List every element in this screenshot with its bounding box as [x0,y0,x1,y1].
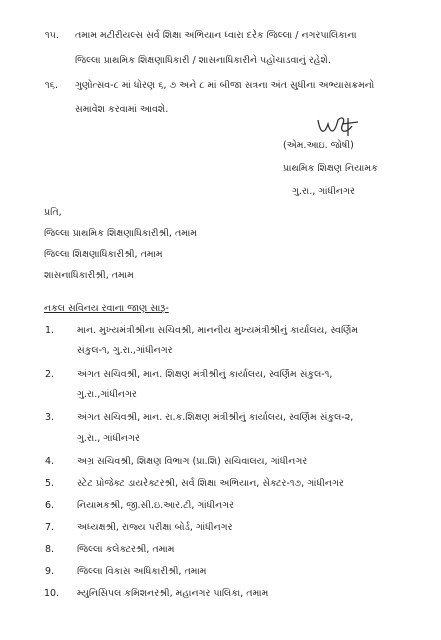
copy-item-number: 7. [45,522,55,533]
copy-item-line: અંગત સચિવશ્રી, માન. રા.ક.શિક્ષણ મંત્રીશ્રીનું કાર્યાલય, સ્વર્ણિમ સંકુલ-૨, [77,412,354,423]
copy-item-line: ગુ.રા.,ગાંધીનગર [77,389,137,400]
copy-item-number: 8. [45,544,55,555]
signatory-place: ગુ.રા., ગાંધીનગર [292,186,355,197]
copy-item-line: ગુ.રા., ગાંધીનગર [77,433,140,444]
signatory-designation: પ્રાથમિક શિક્ષણ નિયામક [283,163,378,174]
copy-item-number: 2. [45,369,55,380]
point-number: ૧૫. [45,30,59,41]
signatory-name: (એમ.આઇ. જોષી) [283,140,354,151]
copy-item-number: 5. [45,478,55,489]
recipients-heading: પ્રતિ, [44,207,62,218]
point-text-line: ગુણોત્સવ-૮ માં ધોરણ ૬, ૭ અને ૮ માં બીજા સત્રના અંત સુધીના અભ્યાસક્રમનો [75,80,375,91]
point-text-line: સમાવેશ કરવામાં આવશે. [75,104,169,115]
point-text-line: તમામ મટીરીયલ્સ સર્વ શિક્ષા અભિયાન ધ્વારા દરેક જિલ્લા / નગરપાલિકાના [75,30,357,41]
point-text-line: જિલ્લા પ્રાથમિક શિક્ષણાધિકારી / શાસનાધિકારીને પહોંચાડવાનું રહેશે. [75,55,331,66]
copy-heading: નકલ સવિનય રવાના જાણ સારૂ- [44,303,169,314]
copy-item-line: જિલ્લા વિકાસ અધિકારીશ્રી, તમામ [77,566,207,577]
copy-item-number: 4. [45,456,55,467]
copy-item-line: અંગત સચિવશ્રી, માન. શિક્ષણ મંત્રીશ્રીનું કાર્યાલય, સ્વર્ણિમ સંકુલ-૧, [77,369,333,380]
recipient-line: શાસનાધિકારીશ્રી, તમામ [44,270,134,281]
copy-item-line: મ્યુનિસિપલ કમિશનરશ્રી, મહાનગર પાલિકા, તમામ [77,588,269,599]
copy-item-line: સ્ટેટ પ્રોજેક્ટ ડાયરેક્ટરશ્રી, સર્વ શિક્ષા અભિયાન, સેક્ટર-૧૭, ગાંધીનગર [77,478,344,489]
copy-item-line: અધ્યક્ષશ્રી, રાજ્ય પરીક્ષા બોર્ડ, ગાંધીનગર [77,522,233,533]
copy-item-line: સંકુલ-૧, ગુ.રા.,ગાંધીનગર [77,345,173,356]
signature [312,112,364,142]
copy-item-number: 1. [45,325,55,336]
copy-item-line: નિયામકશ્રી, જી.સી.ઇ.આર.ટી, ગાંધીનગર [77,500,234,511]
copy-item-line: માન. મુખ્યમંત્રીશ્રીના સચિવશ્રી, માનનીય મુખ્યમંત્રીશ્રીનું કાર્યાલય, સ્વર્ણિમ [77,325,359,336]
copy-item-line: અગ્ર સચિવશ્રી, શિક્ષણ વિભાગ (પ્રા.શિ) સચિવાલય, ગાંધીનગર [77,456,308,467]
copy-item-number: 9. [45,566,55,577]
copy-item-number: 10. [44,588,60,599]
recipient-line: જિલ્લા પ્રાથમિક શિક્ષણાધિકારીશ્રી, તમામ [44,228,197,239]
recipient-line: જિલ્લા શિક્ષણાધિકારીશ્રી, તમામ [44,249,163,260]
copy-item-number: 6. [45,500,55,511]
copy-item-line: જિલ્લા કલેક્ટરશ્રી, તમામ [77,544,175,555]
copy-item-number: 3. [45,412,55,423]
point-number: ૧૬. [45,80,58,91]
